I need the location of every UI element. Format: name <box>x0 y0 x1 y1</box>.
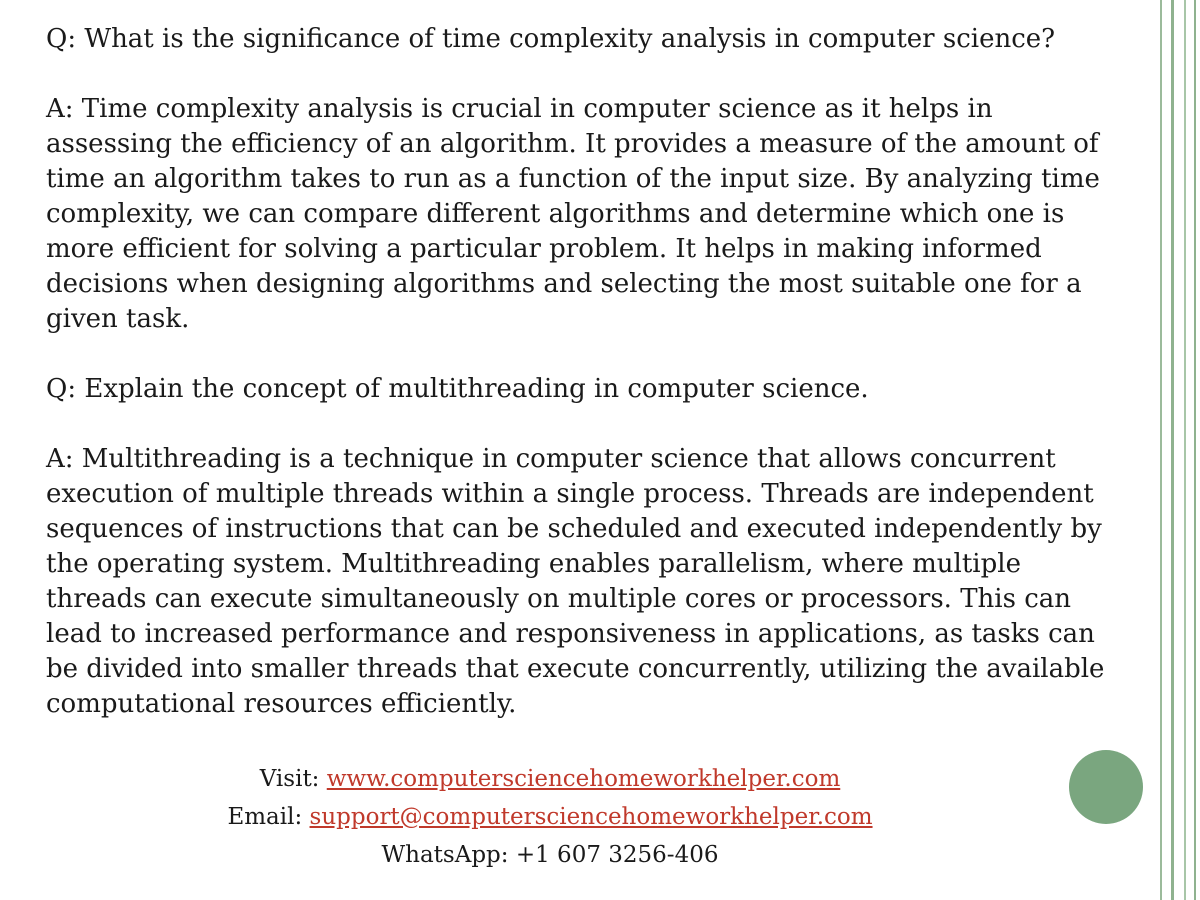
email-label: Email: <box>227 804 310 830</box>
right-border-decoration <box>1156 0 1200 900</box>
answer-1: A: Time complexity analysis is crucial in computer science as it helps in assessing the efficiency of an algorithm. It provides a measure of the amount of time an algorithm takes to run as a function of the input size. By analyzing time complexity, we can compare different algorithms and determine which one is more efficient for solving a particular problem. It helps in making informed decisions when designing algorithms and selecting the most suitable one for a given task. <box>46 94 1109 334</box>
border-stripe <box>1194 0 1196 900</box>
border-stripe <box>1171 0 1174 900</box>
website-link[interactable]: www.computersciencehomeworkhelper.com <box>326 766 841 792</box>
question-2: Q: Explain the concept of multithreading in computer science. <box>46 374 869 404</box>
paragraph-gap <box>46 57 1126 92</box>
email-link[interactable]: support@computersciencehomeworkhelper.com <box>309 804 873 830</box>
decorative-circle <box>1069 750 1143 824</box>
question-1: Q: What is the significance of time complexity analysis in computer science? <box>46 24 1056 54</box>
border-stripe <box>1160 0 1162 900</box>
visit-label: Visit: <box>259 766 327 792</box>
answer-2: A: Multithreading is a technique in computer science that allows concurrent execution of multiple threads within a single process. Threads are independent sequences of instructions that can be scheduled and executed independently by the operating system. Multithreading enables parallelism, where multiple threads can execute simultaneously on multiple cores or processors. This can lead to increased performance and responsiveness in applications, as tasks can be divided into smaller threads that execute concurrently, utilizing the available computational resources efficiently. <box>46 444 1113 719</box>
qa-content <box>46 22 1126 722</box>
contact-footer <box>0 760 1100 874</box>
whatsapp-line: WhatsApp: +1 607 3256-406 <box>381 842 719 868</box>
visit-line <box>0 760 1100 798</box>
paragraph-gap <box>46 337 1126 372</box>
email-line <box>0 798 1100 836</box>
border-stripe <box>1184 0 1186 900</box>
paragraph-gap <box>46 407 1126 442</box>
